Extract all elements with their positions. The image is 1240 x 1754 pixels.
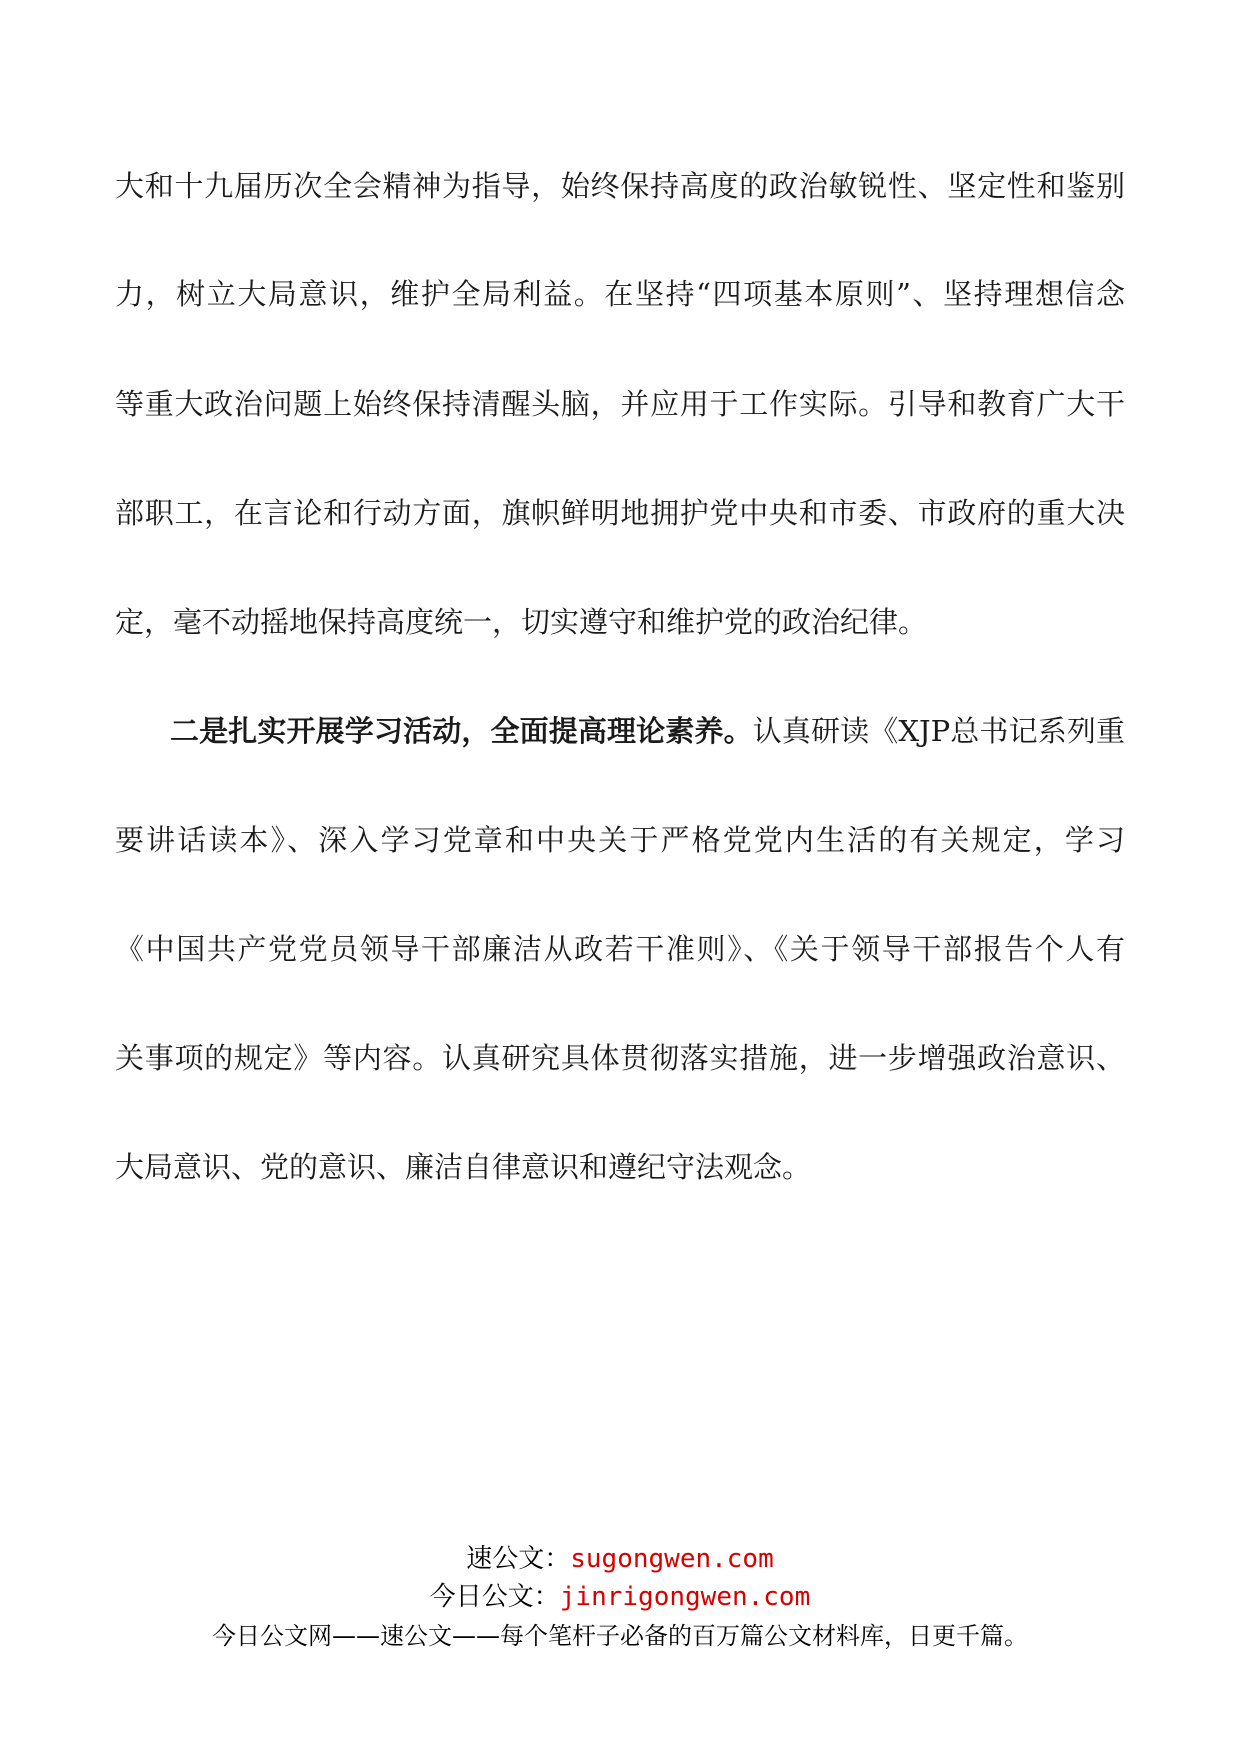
footer-jinrigongwen-link[interactable]: jinrigongwen.com [559,1582,811,1612]
paragraph-2-line-4: 关事项的规定》等内容。认真研究具体贯彻落实措施，进一步增强政治意识、 [115,1041,1125,1075]
footer-jinrigongwen [0,1580,1240,1614]
paragraph-1-line-4: 部职工，在言论和行动方面，旗帜鲜明地拥护党中央和市委、市政府的重大决 [115,496,1125,530]
footer-jinrigongwen-label: 今日公文： [429,1582,560,1612]
paragraph-1-line-5: 定，毫不动摇地保持高度统一，切实遵守和维护党的政治纪律。 [115,605,928,639]
paragraph-1-line-3: 等重大政治问题上始终保持清醒头脑，并应用于工作实际。引导和教育广大干 [115,387,1125,421]
paragraph-1-line-2: 力，树立大局意识，维护全局利益。在坚持“四项基本原则”、坚持理想信念 [115,277,1125,311]
paragraph-2-heading: 二是扎实开展学习活动，全面提高理论素养。 [170,714,753,748]
paragraph-2-line-1-rest: 认真研读《XJP总书记系列重 [752,714,1125,748]
paragraph-2-line-5: 大局意识、党的意识、廉洁自律意识和遵纪守法观念。 [115,1150,812,1184]
paragraph-2-line-1 [115,711,1125,751]
paragraph-1-line-1: 大和十九届历次全会精神为指导，始终保持高度的政治敏锐性、坚定性和鉴别 [115,169,1125,203]
footer-slogan: 今日公文网——速公文——每个笔杆子必备的百万篇公文材料库，日更千篇。 [212,1622,1028,1650]
footer-sugongwen [0,1542,1240,1576]
paragraph-2-line-2: 要讲话读本》、深入学习党章和中央关于严格党党内生活的有关规定，学习 [115,823,1125,857]
footer-sugongwen-label: 速公文： [466,1544,571,1574]
footer-sugongwen-link[interactable]: sugongwen.com [570,1544,774,1574]
paragraph-2-line-3: 《中国共产党党员领导干部廉洁从政若干准则》、《关于领导干部报告个人有 [115,932,1125,966]
